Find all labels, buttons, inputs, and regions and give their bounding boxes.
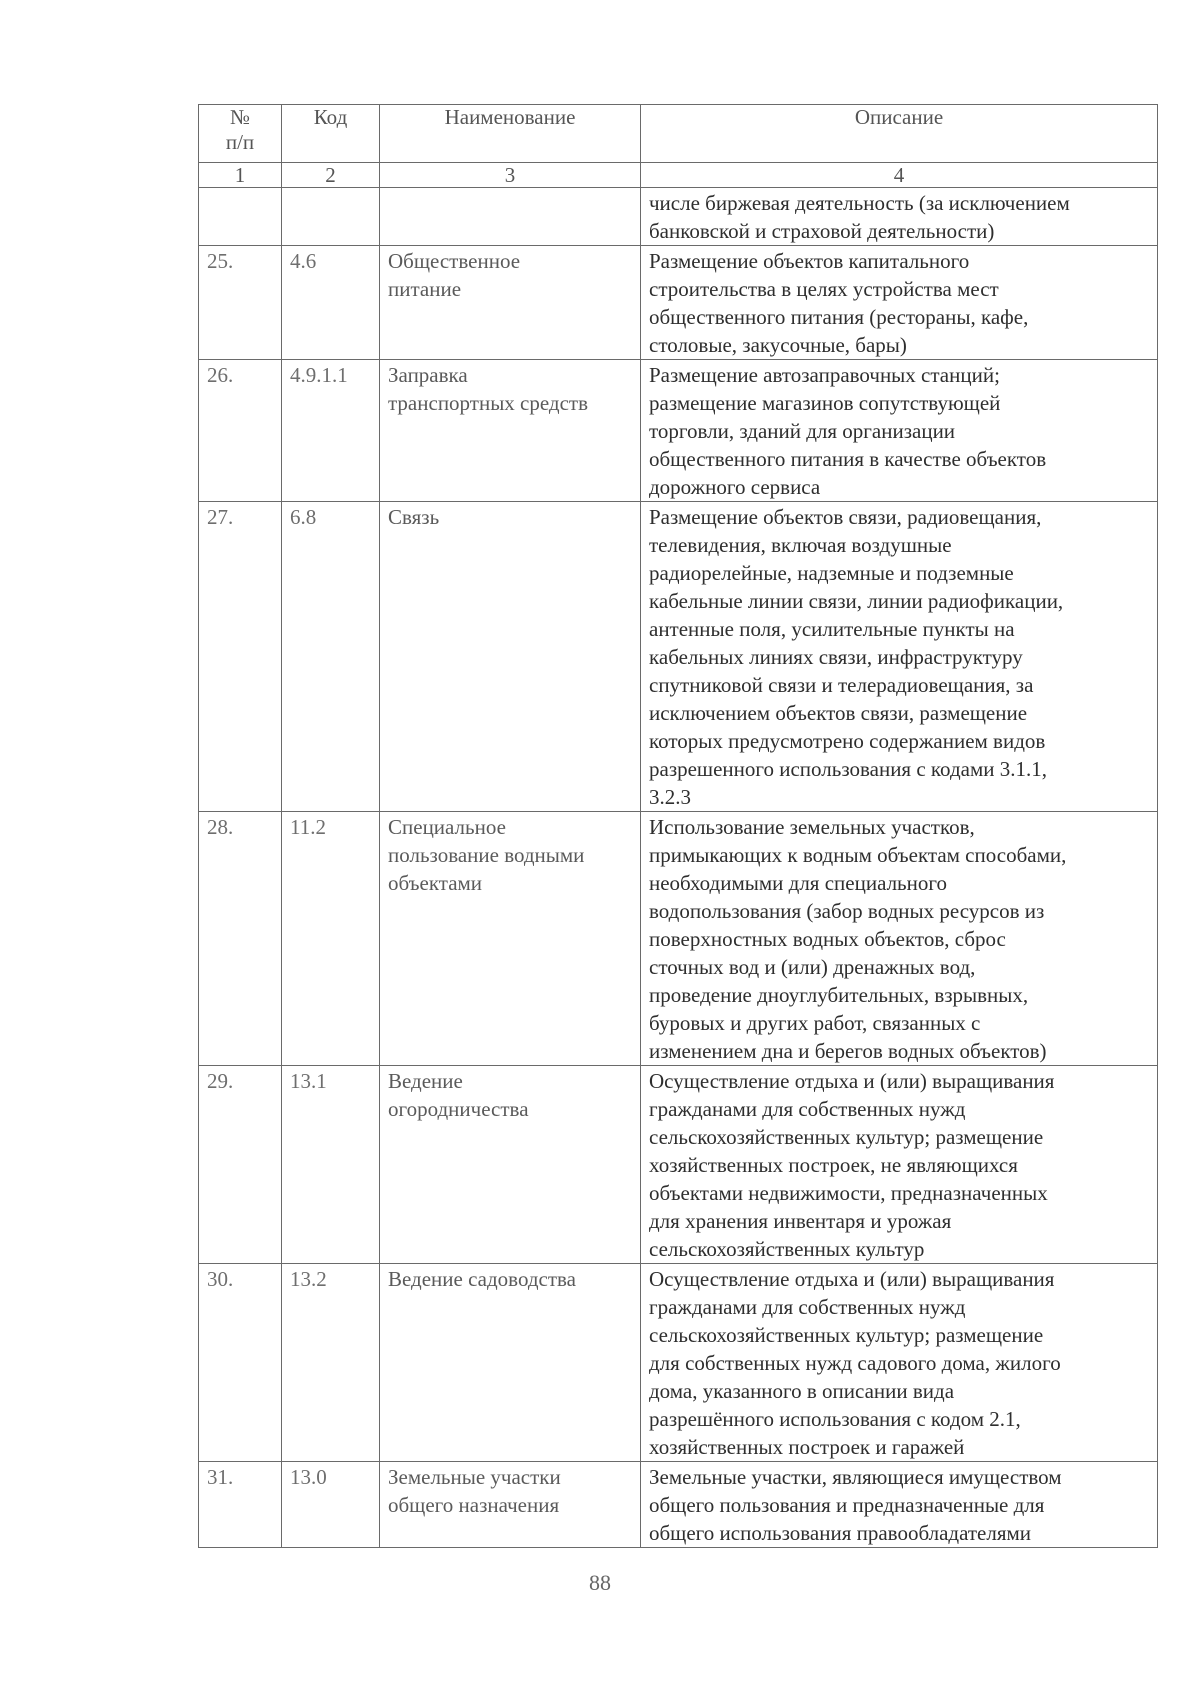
row-name: Ведение садоводства bbox=[380, 1264, 641, 1462]
row-code: 4.6 bbox=[282, 246, 380, 360]
row-description: Земельные участки, являющиеся имуществом общего пользования и предназначенные для общего использования правообладателями bbox=[641, 1462, 1158, 1548]
row-code: 13.2 bbox=[282, 1264, 380, 1462]
row-number: 30. bbox=[199, 1264, 282, 1462]
row-description: Размещение объектов связи, радиовещания, телевидения, включая воздушные радиорелейные, надземные и подземные кабельные линии связи, линии радиофикации, антенные поля, усилительные пункты на кабельных линиях связи, инфраструктуру спутниковой связи и телерадиовещания, за исключением объектов связи, размещение которых предусмотрено содержанием видов разрешенного использования с кодами 3.1.1, 3.2.3 bbox=[641, 502, 1158, 812]
row-description: Осуществление отдыха и (или) выращивания гражданами для собственных нужд сельскохозяйственных культур; размещение для собственных нужд садового дома, жилого дома, указанного в описании вида разрешённого использования с кодом 2.1, хозяйственных построек и гаражей bbox=[641, 1264, 1158, 1462]
header-code: Код bbox=[282, 105, 380, 163]
row-code: 11.2 bbox=[282, 812, 380, 1066]
row-name: Общественное питание bbox=[380, 246, 641, 360]
row-code: 13.0 bbox=[282, 1462, 380, 1548]
row-number: 29. bbox=[199, 1066, 282, 1264]
row-number: 28. bbox=[199, 812, 282, 1066]
column-number: 4 bbox=[641, 163, 1158, 188]
row-code: 6.8 bbox=[282, 502, 380, 812]
row-description: числе биржевая деятельность (за исключением банковской и страховой деятельности) bbox=[641, 188, 1158, 246]
row-number: 25. bbox=[199, 246, 282, 360]
table-row bbox=[199, 1264, 1158, 1462]
row-number: 26. bbox=[199, 360, 282, 502]
row-name: Ведение огородничества bbox=[380, 1066, 641, 1264]
row-number: 31. bbox=[199, 1462, 282, 1548]
table-row bbox=[199, 1462, 1158, 1548]
row-description: Размещение автозаправочных станций; размещение магазинов сопутствующей торговли, зданий для организации общественного питания в качестве объектов дорожного сервиса bbox=[641, 360, 1158, 502]
table-row bbox=[199, 502, 1158, 812]
column-number-row bbox=[199, 163, 1158, 188]
land-use-table bbox=[198, 104, 1158, 1548]
row-name bbox=[380, 188, 641, 246]
row-description: Использование земельных участков, примыкающих к водным объектам способами, необходимыми для специального водопользования (забор водных ресурсов из поверхностных водных объектов, сброс сточных вод и (или) дренажных вод, проведение дноуглубительных, взрывных, буровых и других работ, связанных с изменением дна и берегов водных объектов) bbox=[641, 812, 1158, 1066]
column-number: 3 bbox=[380, 163, 641, 188]
row-code: 4.9.1.1 bbox=[282, 360, 380, 502]
header-number: № п/п bbox=[199, 105, 282, 163]
table-row bbox=[199, 1066, 1158, 1264]
header-name: Наименование bbox=[380, 105, 641, 163]
header-description: Описание bbox=[641, 105, 1158, 163]
table-row bbox=[199, 360, 1158, 502]
row-name: Заправка транспортных средств bbox=[380, 360, 641, 502]
row-name: Связь bbox=[380, 502, 641, 812]
table-header-row bbox=[199, 105, 1158, 163]
row-name: Земельные участки общего назначения bbox=[380, 1462, 641, 1548]
table-row bbox=[199, 188, 1158, 246]
row-description: Размещение объектов капитального строительства в целях устройства мест общественного питания (рестораны, кафе, столовые, закусочные, бары) bbox=[641, 246, 1158, 360]
row-number: 27. bbox=[199, 502, 282, 812]
row-number bbox=[199, 188, 282, 246]
row-code: 13.1 bbox=[282, 1066, 380, 1264]
column-number: 2 bbox=[282, 163, 380, 188]
column-number: 1 bbox=[199, 163, 282, 188]
table-row bbox=[199, 812, 1158, 1066]
row-description: Осуществление отдыха и (или) выращивания гражданами для собственных нужд сельскохозяйственных культур; размещение хозяйственных построек, не являющихся объектами недвижимости, предназначенных для хранения инвентаря и урожая сельскохозяйственных культур bbox=[641, 1066, 1158, 1264]
row-name: Специальное пользование водными объектами bbox=[380, 812, 641, 1066]
table-row bbox=[199, 246, 1158, 360]
row-code bbox=[282, 188, 380, 246]
page-number: 88 bbox=[589, 1570, 611, 1595]
